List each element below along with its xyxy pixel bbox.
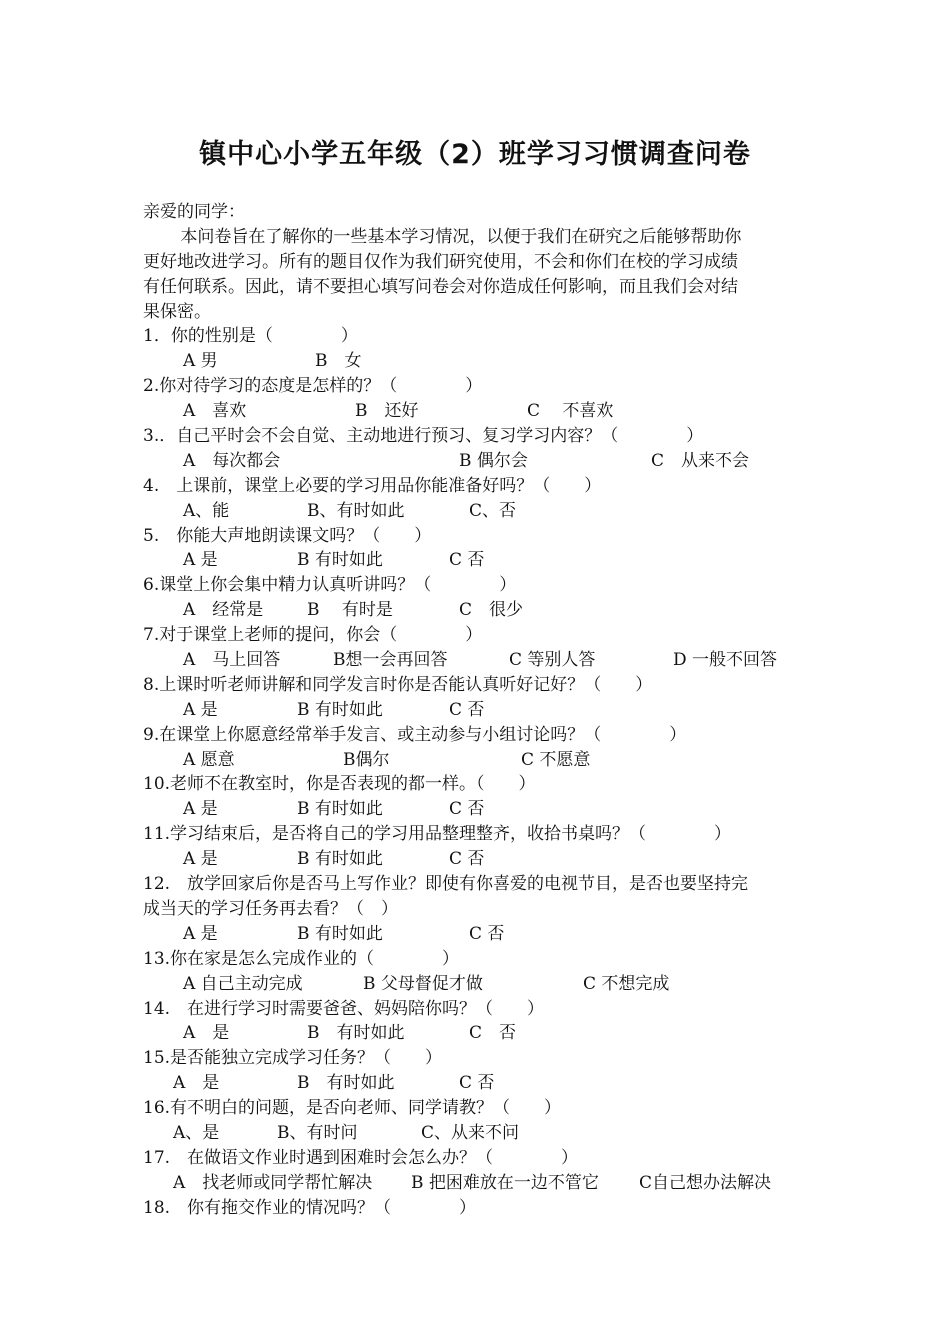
- answer-options: [143, 349, 813, 374]
- answer-options: [143, 922, 813, 947]
- answer-options: [143, 1121, 813, 1146]
- answer-options: [143, 847, 813, 872]
- answer-option[interactable]: C 否: [459, 1073, 495, 1094]
- answer-option[interactable]: A 是: [173, 1073, 220, 1094]
- answer-option[interactable]: A 是: [183, 550, 218, 571]
- answer-option[interactable]: C 否: [449, 849, 485, 870]
- answer-option[interactable]: B 女: [315, 351, 362, 372]
- question-item: [143, 997, 813, 1047]
- question-text: 4. 上课前，课堂上必要的学习用品你能准备好吗？（ ）: [143, 475, 602, 496]
- document-body: [143, 200, 813, 1221]
- answer-options: [143, 598, 813, 623]
- question-text: 7.对于课堂上老师的提问，你会（ ）: [143, 625, 483, 646]
- answer-option[interactable]: A 男: [183, 351, 218, 372]
- answer-option[interactable]: C、否: [469, 500, 517, 521]
- question-item: [143, 524, 813, 574]
- answer-options: [143, 499, 813, 524]
- answer-option[interactable]: A 经常是: [183, 600, 264, 621]
- answer-option[interactable]: A 每次都会: [183, 450, 281, 471]
- question-item: [143, 947, 813, 997]
- answer-option[interactable]: B、有时问: [277, 1122, 358, 1143]
- question-text: 6.课堂上你会集中精力认真听讲吗？（ ）: [143, 575, 517, 596]
- answer-option[interactable]: B 有时如此: [307, 1023, 405, 1044]
- answer-options: [143, 1071, 813, 1096]
- question-item: [143, 772, 813, 822]
- answer-option[interactable]: B、有时如此: [307, 500, 405, 521]
- question-text: 15.是否能独立完成学习任务？（ ）: [143, 1048, 443, 1069]
- answer-option[interactable]: C 否: [449, 550, 485, 571]
- answer-option[interactable]: B 偶尔会: [459, 450, 528, 471]
- answer-option[interactable]: A、是: [173, 1122, 220, 1143]
- answer-options: [143, 748, 813, 773]
- answer-options: [143, 449, 813, 474]
- intro-line: 更好地改进学习。所有的题目仅作为我们研究使用，不会和你们在校的学习成绩: [143, 251, 738, 272]
- question-text: 10.老师不在教室时，你是否表现的都一样。（ ）: [143, 774, 536, 795]
- answer-option[interactable]: B 有时如此: [297, 849, 383, 870]
- answer-option[interactable]: B 把困难放在一边不管它: [411, 1172, 599, 1193]
- answer-option[interactable]: C、从来不问: [421, 1122, 520, 1143]
- question-item: [143, 673, 813, 723]
- question-item: [143, 872, 813, 947]
- question-item: [143, 1196, 813, 1221]
- question-item: [143, 723, 813, 773]
- question-text: 5. 你能大声地朗读课文吗？（ ）: [143, 525, 432, 546]
- answer-options: [143, 972, 813, 997]
- answer-option[interactable]: C 很少: [459, 600, 524, 621]
- question-item: [143, 424, 813, 474]
- answer-option[interactable]: A 马上回答: [183, 650, 281, 671]
- question-text: 12. 放学回家后你是否马上写作业？即使有你喜爱的电视节目，是否也要坚持完: [143, 874, 749, 895]
- answer-option[interactable]: A 是: [183, 849, 218, 870]
- answer-options: [143, 548, 813, 573]
- answer-option[interactable]: A 是: [183, 1023, 230, 1044]
- intro-paragraph: [143, 225, 813, 325]
- answer-option[interactable]: A 是: [183, 799, 218, 820]
- question-item: [143, 324, 813, 374]
- answer-option[interactable]: A 找老师或同学帮忙解决: [173, 1172, 373, 1193]
- question-item: [143, 1046, 813, 1096]
- question-item: [143, 474, 813, 524]
- question-text: 14. 在进行学习时需要爸爸、妈妈陪你吗？（ ）: [143, 998, 545, 1019]
- answer-option[interactable]: B 有时如此: [297, 1073, 395, 1094]
- answer-option[interactable]: C 否: [449, 799, 485, 820]
- answer-option[interactable]: B想一会再回答: [333, 650, 448, 671]
- answer-option[interactable]: C 不想完成: [583, 973, 670, 994]
- intro-line: 果保密。: [143, 301, 211, 322]
- answer-option[interactable]: C自己想办法解决: [639, 1172, 772, 1193]
- answer-option[interactable]: C 等别人答: [509, 650, 596, 671]
- page-title: 镇中心小学五年级（2）班学习习惯调查问卷: [199, 139, 751, 170]
- answer-options: [143, 1021, 813, 1046]
- question-text: 13.你在家是怎么完成作业的（ ）: [143, 948, 460, 969]
- answer-options: [143, 797, 813, 822]
- answer-options: [143, 1171, 813, 1196]
- answer-option[interactable]: B 有时如此: [297, 923, 383, 944]
- question-text: 成当天的学习任务再去看？（ ）: [143, 898, 398, 919]
- answer-option[interactable]: C 不愿意: [521, 749, 591, 770]
- answer-option[interactable]: C 否: [469, 1023, 517, 1044]
- answer-option[interactable]: B 还好: [355, 401, 419, 422]
- question-text: 16.有不明白的问题，是否向老师、同学请教？（ ）: [143, 1098, 562, 1119]
- answer-option[interactable]: B 父母督促才做: [363, 973, 483, 994]
- answer-option[interactable]: D 一般不回答: [673, 650, 778, 671]
- question-text: 18. 你有拖交作业的情况吗？（ ）: [143, 1197, 477, 1218]
- answer-option[interactable]: C 不喜欢: [527, 401, 614, 422]
- answer-option[interactable]: A 喜欢: [183, 401, 247, 422]
- question-text: 9.在课堂上你愿意经常举手发言、或主动参与小组讨论吗？（ ）: [143, 724, 687, 745]
- question-item: [143, 573, 813, 623]
- question-list: [143, 324, 813, 1220]
- answer-option[interactable]: B 有时如此: [297, 799, 383, 820]
- question-item: [143, 822, 813, 872]
- answer-option[interactable]: B偶尔: [343, 749, 390, 770]
- answer-option[interactable]: B 有时是: [307, 600, 393, 621]
- greeting: 亲爱的同学：: [143, 202, 245, 222]
- question-text: 11.学习结束后，是否将自己的学习用品整理整齐，收拾书桌吗？（ ）: [143, 824, 732, 845]
- answer-option[interactable]: A 愿意: [183, 749, 235, 770]
- question-text: 2.你对待学习的态度是怎样的？（ ）: [143, 376, 483, 397]
- answer-option[interactable]: A 是: [183, 923, 218, 944]
- intro-line: 本问卷旨在了解你的一些基本学习情况，以便于我们在研究之后能够帮助你: [180, 226, 742, 247]
- question-item: [143, 623, 813, 673]
- question-text: 1．你的性别是（ ）: [143, 326, 358, 347]
- answer-options: [143, 648, 813, 673]
- answer-options: [143, 698, 813, 723]
- question-text: 8.上课时听老师讲解和同学发言时你是否能认真听好记好？（ ）: [143, 674, 653, 695]
- question-item: [143, 1146, 813, 1196]
- answer-option[interactable]: B 有时如此: [297, 699, 383, 720]
- intro-line: 有任何联系。因此，请不要担心填写问卷会对你造成任何影响，而且我们会对结: [143, 276, 738, 297]
- answer-option[interactable]: C 从来不会: [651, 450, 750, 471]
- question-item: [143, 1096, 813, 1146]
- answer-options: [143, 399, 813, 424]
- answer-option[interactable]: C 否: [469, 923, 505, 944]
- answer-option[interactable]: C 否: [449, 699, 485, 720]
- question-item: [143, 374, 813, 424]
- answer-option[interactable]: B 有时如此: [297, 550, 383, 571]
- answer-option[interactable]: A 自己主动完成: [183, 973, 303, 994]
- answer-option[interactable]: A、能: [183, 500, 230, 521]
- question-text: 17. 在做语文作业时遇到困难时会怎么办？（ ）: [143, 1147, 579, 1168]
- answer-option[interactable]: A 是: [183, 699, 218, 720]
- question-text: 3.．自己平时会不会自觉、主动地进行预习、复习学习内容？（ ）: [143, 426, 704, 447]
